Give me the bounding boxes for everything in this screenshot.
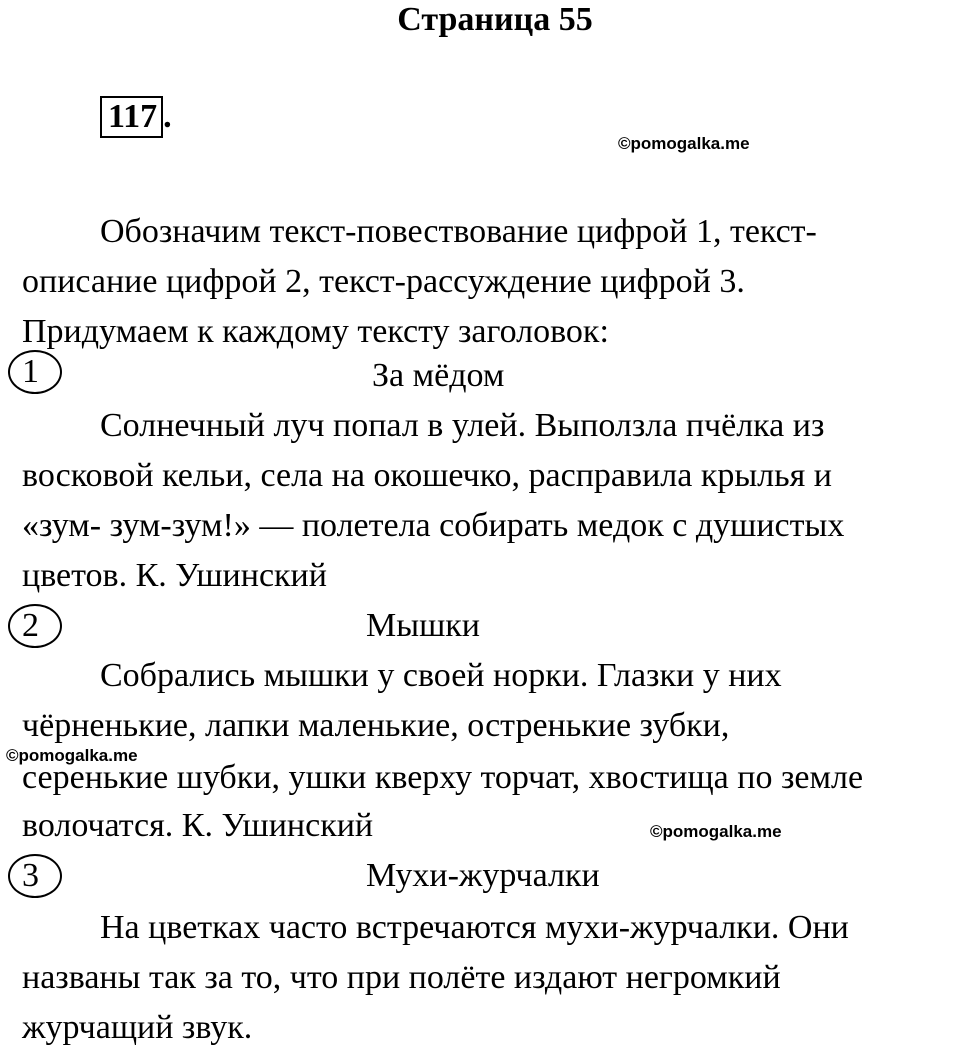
watermark: ©pomogalka.me bbox=[618, 134, 750, 153]
page-title: Страница 55 bbox=[397, 1, 593, 38]
task-number bbox=[100, 96, 172, 138]
section-heading-1: За мёдом bbox=[372, 357, 505, 394]
intro-line: описание цифрой 2, текст-рассуждение цифрой 3. bbox=[22, 263, 745, 300]
section-marker-1: 1 bbox=[8, 350, 62, 394]
section-1-line: «зум- зум-зум!» — полетела собирать медок с душистых bbox=[22, 507, 845, 544]
section-2-line: чёрненькие, лапки маленькие, остренькие зубки, bbox=[22, 707, 730, 744]
section-2-line: волочатся. К. Ушинский bbox=[22, 807, 374, 844]
section-3-line: названы так за то, что при полёте издают негромкий bbox=[22, 959, 781, 996]
section-marker-2: 2 bbox=[8, 604, 62, 648]
section-heading-2: Мышки bbox=[366, 607, 480, 644]
intro-line: Обозначим текст-повествование цифрой 1, текст- bbox=[100, 213, 817, 250]
section-1-line: Солнечный луч попал в улей. Выползла пчёлка из bbox=[100, 407, 825, 444]
section-heading-3: Мухи-журчалки bbox=[366, 857, 600, 894]
section-2-line: серенькие шубки, ушки кверху торчат, хвостища по земле bbox=[22, 759, 864, 796]
section-3-line: журчащий звук. bbox=[22, 1009, 253, 1046]
section-2-line: Собрались мышки у своей норки. Глазки у них bbox=[100, 657, 782, 694]
watermark: ©pomogalka.me bbox=[6, 746, 138, 765]
section-3-line: На цветках часто встречаются мухи-журчалки. Они bbox=[100, 909, 849, 946]
section-1-line: восковой кельи, села на окошечко, расправила крылья и bbox=[22, 457, 832, 494]
intro-line: Придумаем к каждому тексту заголовок: bbox=[22, 313, 609, 350]
section-1-line: цветов. К. Ушинский bbox=[22, 557, 327, 594]
section-marker-3: 3 bbox=[8, 854, 62, 898]
watermark: ©pomogalka.me bbox=[650, 822, 782, 841]
task-number-box: 117 bbox=[100, 96, 163, 138]
task-number-dot: . bbox=[163, 98, 172, 135]
